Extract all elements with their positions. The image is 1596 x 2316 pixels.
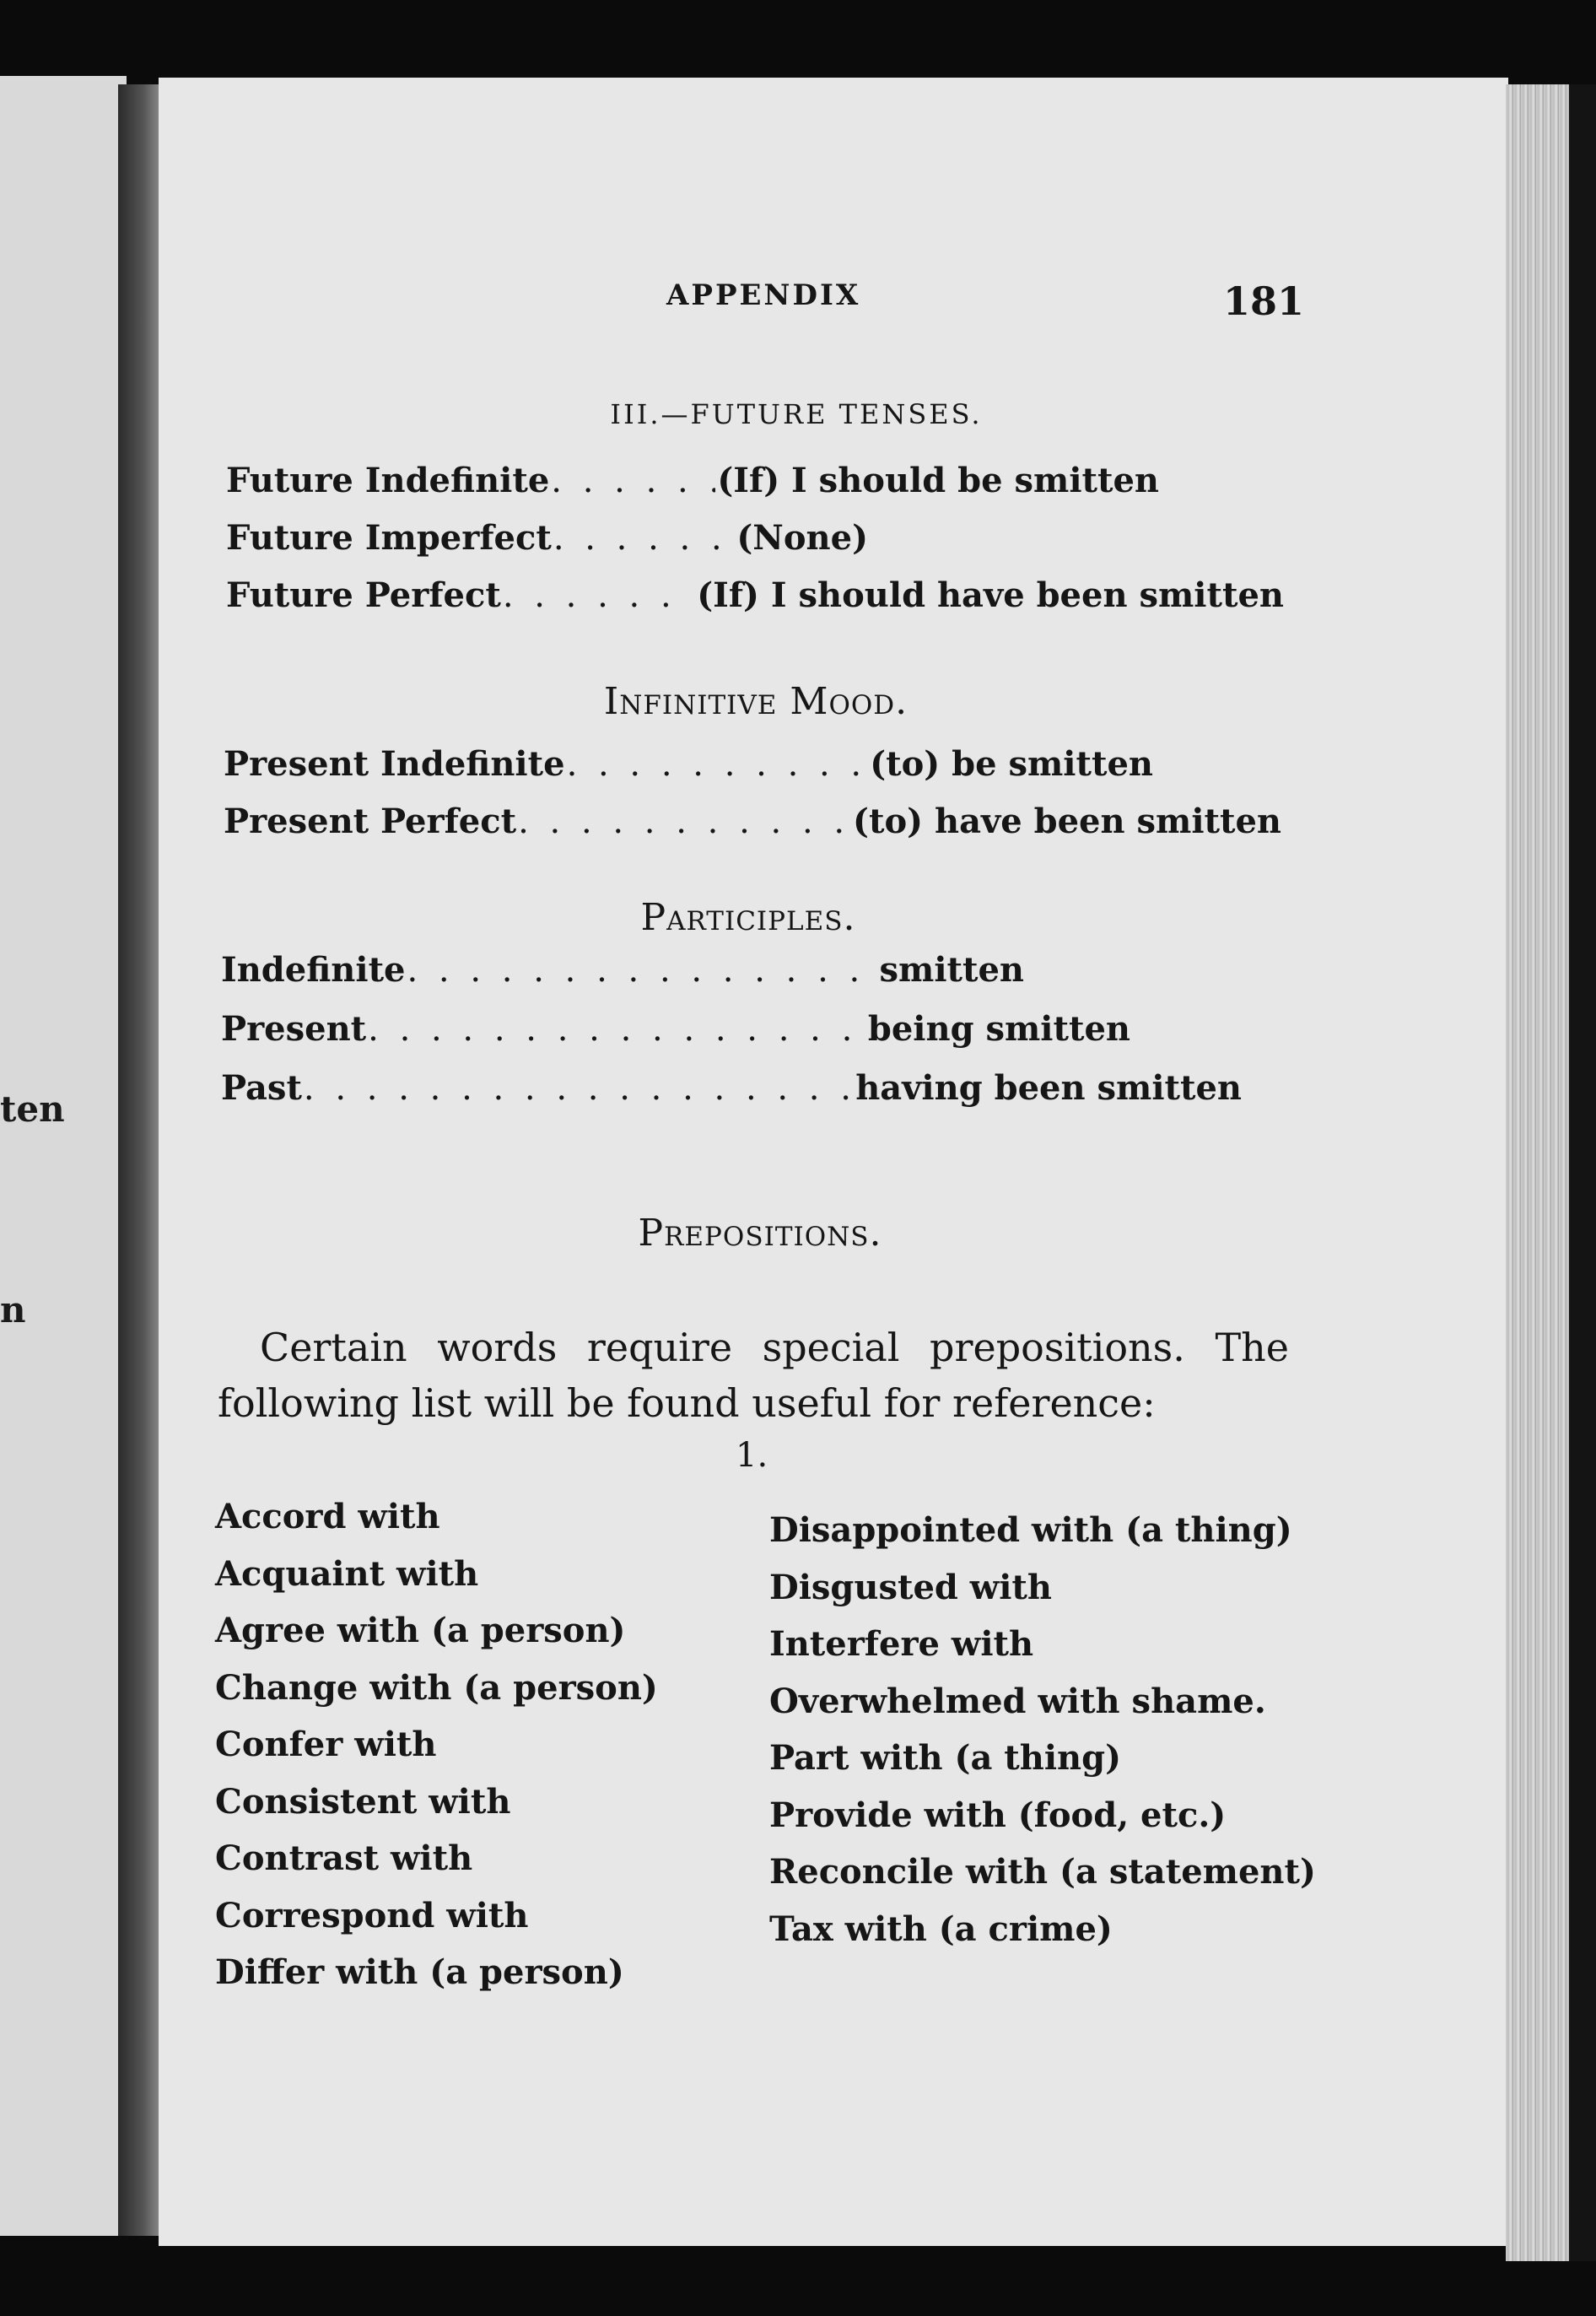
future-perfect-row <box>226 575 1284 615</box>
row-value: (If) I should be smitten <box>717 461 1159 500</box>
list-item: Interfere with <box>769 1624 1034 1664</box>
row-term: Present Indefinite <box>224 744 565 784</box>
list-item: Change with (a person) <box>215 1667 658 1708</box>
row-term: Future Imperfect <box>226 518 552 558</box>
infinitive-mood-heading: Infinitive Mood. <box>603 680 909 723</box>
row-value: being smitten <box>867 1009 1130 1049</box>
present-perfect-row <box>224 802 1281 841</box>
row-value: (to) be smitten <box>870 744 1153 784</box>
dot-leader <box>553 519 736 558</box>
prepositions-intro: Certain words require special prepositions. The following list will be found useful for reference: <box>218 1325 1289 1426</box>
list-item: Provide with (food, etc.) <box>769 1795 1227 1835</box>
list-item: Part with (a thing) <box>769 1738 1122 1778</box>
row-term: Present <box>221 1009 367 1049</box>
prepositions-right-column <box>769 1502 1316 1957</box>
list-item: Agree with (a person) <box>215 1611 626 1650</box>
row-value: (If) I should have been smitten <box>697 575 1284 615</box>
future-indefinite-row <box>226 461 1159 500</box>
list-item: Correspond with <box>215 1895 529 1935</box>
row-value: (to) have been smitten <box>853 802 1281 841</box>
row-value: (None) <box>736 518 868 558</box>
running-head: APPENDIX <box>666 278 861 312</box>
list-item: Differ with (a person) <box>215 1952 624 1992</box>
dot-leader <box>407 951 878 990</box>
list-item: Tax with (a crime) <box>769 1908 1113 1949</box>
list-item: Acquaint with <box>215 1553 479 1594</box>
list-item: Disgusted with <box>769 1567 1052 1607</box>
dot-leader <box>567 745 869 784</box>
page-number: 181 <box>1223 278 1305 324</box>
future-tenses-heading: III.—FUTURE TENSES. <box>610 398 983 430</box>
row-value: smitten <box>879 950 1024 990</box>
list-number: 1. <box>736 1436 768 1475</box>
prepositions-heading: Prepositions. <box>638 1212 882 1255</box>
facing-page-fragment: n <box>0 1289 26 1331</box>
list-item: Reconcile with (a statement) <box>769 1852 1316 1892</box>
prepositions-left-column <box>215 1488 658 2001</box>
row-term: Future Indefinite <box>226 461 550 500</box>
list-item: Consistent with <box>215 1781 511 1822</box>
dot-leader <box>518 802 851 841</box>
facing-page-fragment: ten <box>0 1088 65 1130</box>
row-term: Future Perfect <box>226 575 501 615</box>
list-item: Disappointed with (a thing) <box>769 1510 1292 1550</box>
dot-leader <box>304 1069 854 1108</box>
row-value: having been smitten <box>855 1068 1242 1108</box>
participle-indefinite-row <box>221 950 1024 990</box>
list-item: Accord with <box>215 1497 440 1536</box>
participle-past-row <box>221 1068 1242 1108</box>
dot-leader <box>551 462 715 500</box>
future-imperfect-row <box>226 518 868 558</box>
list-item: Confer with <box>215 1725 437 1764</box>
dot-leader <box>368 1010 866 1049</box>
row-term: Past <box>221 1068 302 1108</box>
participles-heading: Participles. <box>640 896 856 939</box>
row-term: Indefinite <box>221 950 406 990</box>
row-term: Present Perfect <box>224 802 517 841</box>
present-indefinite-row <box>224 744 1153 784</box>
list-item: Overwhelmed with shame. <box>769 1681 1266 1721</box>
participle-present-row <box>221 1009 1130 1049</box>
list-item: Contrast with <box>215 1838 473 1878</box>
dot-leader <box>503 576 695 615</box>
